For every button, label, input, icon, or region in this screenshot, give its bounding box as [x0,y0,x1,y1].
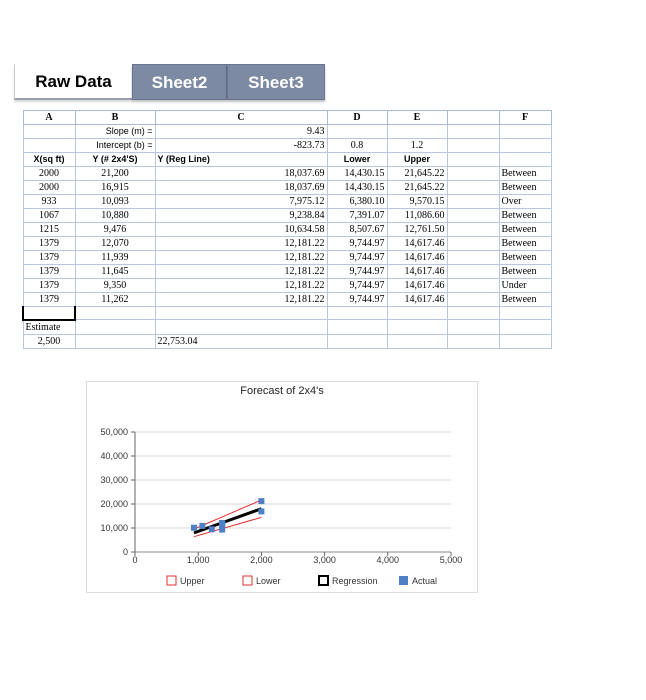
table-row [23,279,551,293]
spreadsheet-grid [22,110,552,349]
cell-empty[interactable] [23,125,75,139]
cell-y[interactable]: 11,939 [75,251,155,265]
column-header-c[interactable]: C [155,111,327,125]
cell-lower[interactable]: 14,430.15 [327,167,387,181]
cell-x[interactable]: 1379 [23,279,75,293]
cell-lower[interactable]: 9,744.97 [327,293,387,307]
cell-yreg[interactable]: 12,181.22 [155,237,327,251]
legend-label-upper: Upper [180,576,205,586]
cell-empty[interactable] [155,320,327,335]
cell-yreg[interactable]: 7,975.12 [155,195,327,209]
cell-empty[interactable] [155,307,327,320]
cell-y[interactable]: 9,476 [75,223,155,237]
actual-point [191,525,197,531]
y-tick-label: 10,000 [100,523,128,533]
legend-swatch-regression [319,576,328,585]
legend-swatch-actual [399,576,408,585]
x-tick-label: 1,000 [186,555,210,565]
cell-upper[interactable]: 9,570.15 [387,195,447,209]
cell-y[interactable]: 9,350 [75,279,155,293]
x-tick-label: 4,000 [376,555,400,565]
table-row [23,293,551,307]
cell-empty[interactable] [387,307,447,320]
cell-empty[interactable] [327,307,387,320]
intercept-value[interactable]: -823.73 [155,139,327,153]
cell-upper[interactable]: 12,761.50 [387,223,447,237]
cell-lower[interactable]: 9,744.97 [327,265,387,279]
cell-status[interactable]: Between [499,181,551,195]
cell-lower[interactable]: 9,744.97 [327,251,387,265]
cell-empty[interactable] [75,307,155,320]
cell-lower[interactable]: 9,744.97 [327,237,387,251]
slope-value[interactable]: 9.43 [155,125,327,139]
estimate-yreg[interactable]: 22,753.04 [155,334,327,348]
cell-empty[interactable] [327,320,387,335]
y-tick-label: 20,000 [100,499,128,509]
column-header-b[interactable]: B [75,111,155,125]
data-header-row [23,153,551,167]
cell-empty[interactable] [447,153,499,167]
cell-empty[interactable] [447,125,499,139]
slope-label[interactable]: Slope (m) = [75,125,155,139]
cell-y[interactable]: 10,093 [75,195,155,209]
cell-upper[interactable]: 14,617.46 [387,293,447,307]
cell-x[interactable]: 2000 [23,181,75,195]
cell-empty[interactable] [387,334,447,348]
legend-label-lower: Lower [256,576,281,586]
cell-empty[interactable] [499,125,551,139]
cell-empty[interactable] [499,307,551,320]
cell-empty[interactable] [447,237,499,251]
sheet-tabs [14,64,334,102]
cell-lower[interactable]: 8,507.67 [327,223,387,237]
header-lower[interactable]: Lower [327,153,387,167]
cell-status[interactable]: Between [499,223,551,237]
chart-canvas [87,382,477,592]
cell-x[interactable]: 1215 [23,223,75,237]
cell-x[interactable]: 1379 [23,293,75,307]
cell-upper[interactable]: 14,617.46 [387,265,447,279]
table-row [23,223,551,237]
cell-upper[interactable]: 21,645.22 [387,181,447,195]
header-x[interactable]: X(sq ft) [23,153,75,167]
cell-y[interactable]: 12,070 [75,237,155,251]
cell-x[interactable]: 1379 [23,251,75,265]
actual-point [258,498,264,504]
y-tick-label: 0 [122,547,128,557]
actual-point [209,526,215,532]
cell-empty[interactable] [23,139,75,153]
column-header-row [23,111,551,125]
tab-sheet3[interactable]: Sheet3 [227,64,325,100]
cell-upper[interactable]: 14,617.46 [387,279,447,293]
header-upper[interactable]: Upper [387,153,447,167]
cell-status[interactable]: Over [499,195,551,209]
table-row [23,237,551,251]
cell-empty[interactable] [447,293,499,307]
cell-x[interactable]: 933 [23,195,75,209]
cell-empty[interactable] [499,334,551,348]
intercept-label[interactable]: Intercept (b) = [75,139,155,153]
cell-empty[interactable] [447,139,499,153]
forecast-chart[interactable] [86,381,478,593]
cell-x[interactable]: 2000 [23,167,75,181]
table-row [23,209,551,223]
cell-empty[interactable] [447,209,499,223]
x-tick-label: 5,000 [439,555,463,565]
cell-y[interactable]: 21,200 [75,167,155,181]
table-row [23,195,551,209]
table-row [23,265,551,279]
column-header-d[interactable]: D [327,111,387,125]
cell-empty[interactable] [447,265,499,279]
cell-status[interactable]: Under [499,279,551,293]
cell-empty[interactable] [447,251,499,265]
header-yreg[interactable]: Y (Reg Line) [155,153,327,167]
cell-yreg[interactable]: 18,037.69 [155,181,327,195]
cell-yreg[interactable]: 10,634.58 [155,223,327,237]
x-tick-label: 3,000 [313,555,336,565]
header-y[interactable]: Y (# 2x4'S) [75,153,155,167]
cell-empty[interactable] [75,320,155,335]
column-header-blank[interactable] [447,111,499,125]
cell-status[interactable]: Between [499,167,551,181]
cell-empty[interactable] [499,320,551,335]
actual-point [219,522,225,528]
cell-status[interactable]: Between [499,293,551,307]
cell-status[interactable]: Between [499,209,551,223]
cell-empty[interactable] [447,307,499,320]
cell-empty[interactable] [447,334,499,348]
cell-y[interactable]: 11,262 [75,293,155,307]
cell-lower[interactable]: 9,744.97 [327,279,387,293]
cell-status[interactable]: Between [499,251,551,265]
cell-yreg[interactable]: 12,181.22 [155,251,327,265]
cell-empty[interactable] [447,181,499,195]
x-tick-label: 0 [132,555,138,565]
cell-upper[interactable]: 11,086.60 [387,209,447,223]
cell-yreg[interactable]: 18,037.69 [155,167,327,181]
cell-empty[interactable] [75,334,155,348]
tab-sheet2[interactable]: Sheet2 [132,64,227,100]
cell-y[interactable]: 10,880 [75,209,155,223]
cell-x[interactable]: 1379 [23,237,75,251]
estimate-label[interactable]: Estimate [23,320,75,335]
cell-empty[interactable] [499,139,551,153]
x-tick-label: 2,000 [250,555,273,565]
cell-empty[interactable] [447,195,499,209]
cell-empty[interactable] [387,125,447,139]
cell-lower[interactable]: 14,430.15 [327,181,387,195]
cell-yreg[interactable]: 12,181.22 [155,265,327,279]
column-header-a[interactable]: A [23,111,75,125]
legend-label-regression: Regression [332,576,378,586]
cell-upper[interactable]: 14,617.46 [387,251,447,265]
legend-swatch-upper [167,576,176,585]
cell-y[interactable]: 16,915 [75,181,155,195]
cell-status[interactable]: Between [499,265,551,279]
slope-row [23,125,551,139]
cell-empty[interactable] [447,223,499,237]
legend-label-actual: Actual [412,576,438,586]
estimate-label-row [23,320,551,335]
lower-factor[interactable]: 0.8 [327,139,387,153]
upper-factor[interactable]: 1.2 [387,139,447,153]
actual-point [199,523,205,529]
cell-y[interactable]: 11,645 [75,265,155,279]
table-row [23,251,551,265]
cell-empty[interactable] [327,334,387,348]
cell-lower[interactable]: 7,391.07 [327,209,387,223]
cell-empty[interactable] [447,167,499,181]
cell-empty[interactable] [499,153,551,167]
cell-status[interactable]: Between [499,237,551,251]
cell-x[interactable]: 1067 [23,209,75,223]
cell-empty[interactable] [327,125,387,139]
table-row [23,167,551,181]
cell-upper[interactable]: 14,617.46 [387,237,447,251]
y-tick-label: 40,000 [100,451,128,461]
estimate-value-row [23,334,551,348]
tab-raw-data[interactable]: Raw Data [14,64,132,100]
cell-empty[interactable] [387,320,447,335]
cell-upper[interactable]: 21,645.22 [387,167,447,181]
chart-title: Forecast of 2x4's [240,385,324,397]
legend-swatch-lower [243,576,252,585]
empty-row [23,307,551,320]
intercept-row [23,139,551,153]
cell-lower[interactable]: 6,380.10 [327,195,387,209]
cell-yreg[interactable]: 12,181.22 [155,279,327,293]
y-tick-label: 50,000 [100,427,128,437]
estimate-x[interactable]: 2,500 [23,334,75,348]
cell-empty[interactable] [447,320,499,335]
cell-empty[interactable] [447,279,499,293]
table-row [23,181,551,195]
cell-x[interactable]: 1379 [23,265,75,279]
column-header-e[interactable]: E [387,111,447,125]
actual-point [258,508,264,514]
selected-cell[interactable] [23,307,75,320]
y-tick-label: 30,000 [100,475,128,485]
cell-yreg[interactable]: 12,181.22 [155,293,327,307]
cell-yreg[interactable]: 9,238.84 [155,209,327,223]
column-header-f[interactable]: F [499,111,551,125]
